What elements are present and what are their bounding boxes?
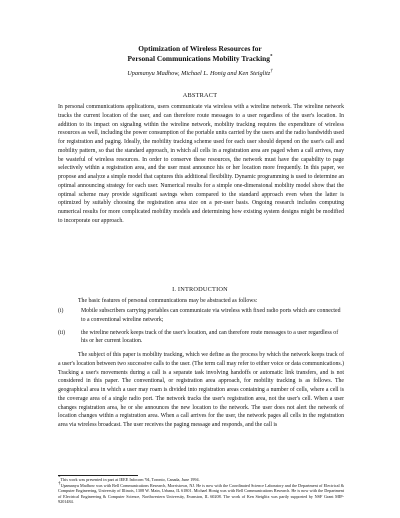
list-item (58, 329, 344, 347)
footnote-text: Upamanyu Madhow was with Bell Communications Research, Morristown, NJ. He is now with the Coordinated Science Laboratory and the Department of Electrical & Computer Engineering, University of Illinois, 1308 W. Main, Urbana, IL 61801. Michael Honig was with Bell Communications Research. He is now with the Department of Electrical Engineering & Computer Science, Northwestern University, Evanston, IL 60208. The work of Ken Steiglitz was partly supported by NSF Grant MIP-9201484. (58, 482, 344, 505)
title-line-2: Personal Communications Mobility Tracking (127, 53, 270, 63)
footnote (58, 483, 344, 505)
title-line-1: Optimization of Wireless Resources for (138, 44, 262, 53)
authors-text: Upamanyu Madhow, Michael L. Honig and Ken Steiglitz (127, 70, 271, 77)
list-item-text: the wireline network keeps track of the user's location, and can therefore route messages to a user regardless of his or her current location. (81, 329, 339, 345)
list-item-text: Mobile subscribers carrying portables can communicate via wireless with fixed radio ports which are connected to a conventional wireline network; (81, 308, 341, 323)
list-item (58, 307, 344, 325)
feature-list (58, 307, 344, 350)
introduction-heading: I. INTRODUCTION (172, 286, 228, 293)
title-footnote-mark: * (269, 54, 273, 60)
list-marker: (ii) (58, 329, 66, 336)
abstract-text: In personal communications applications, users communicate via wireless with a wireline network. The wireline network tracks the current location of the user, and can therefore route messages to a user regardless of the user's location. In addition to its impact on signaling within the wireline network, mobility tracking requires the expenditure of wireless resources as well, including the power consumption of the portable units carried by the users and the radio bandwidth used for registration and paging. Ideally, the mobility tracking scheme used for each user should depend on the user's call and mobility pattern, so that the standard approach, in which all cells in a registration area are paged when a call arrives, may be wasteful of wireless resources. In order to conserve these resources, the network must have the capability to page selectively within a registration area, and the user must announce his or her location more frequently. In this paper, we propose and analyze a simple model that captures this additional flexibility. Dynamic programming is used to determine an optimal announcing strategy for each user. Numerical results for a simple one-dimensional mobility model show that the optimal scheme may provide significant savings when compared to the standard approach even when the latter is optimized by suitably choosing the registration area size on a per-user basis. Ongoing research includes computing numerical results for more complicated mobility models and determining how existing system designs might be modified to incorporate our approach. (58, 104, 344, 224)
introduction-lead: The basic features of personal communications may be abstracted as follows: (78, 298, 258, 304)
footnote-mark: † (58, 481, 61, 487)
authors-footnote-mark: † (270, 68, 273, 74)
body-paragraph: The subject of this paper is mobility tracking, which we define as the process by which the network keeps track of a user's location between two successive calls to the user. (The term call may refer to either voice or data communications.) Tracking a user's movements during a call is a separate task involving handoffs or automatic link transfers, and is not considered in this paper. The conventional, or registration area approach, for mobility tracking is as follows. The geographical area in which a user may roam is divided into registration areas containing a number of cells, where a cell is the coverage area of a single radio port. The network tracks the user's registration area, not the user's cell. When a user changes registration area, he or she announces the new location to the network. The user does not alert the network of location changes within a registration area. When a call arrives for the user, the network pages all cells in the registration area via wireless broadcast. The user receives the paging message and responds, and the call is (58, 352, 344, 428)
footnote-mark: * (58, 475, 61, 481)
footnote-divider (58, 475, 138, 476)
footnotes (58, 477, 344, 505)
abstract-heading: ABSTRACT (182, 92, 218, 99)
paper-title (0, 44, 400, 63)
list-marker: (i) (58, 308, 64, 314)
footnote-text: This work was presented in part at IEEE Infocom '94, Toronto, Canada, June 1994. (60, 477, 200, 482)
author-list (0, 70, 400, 77)
